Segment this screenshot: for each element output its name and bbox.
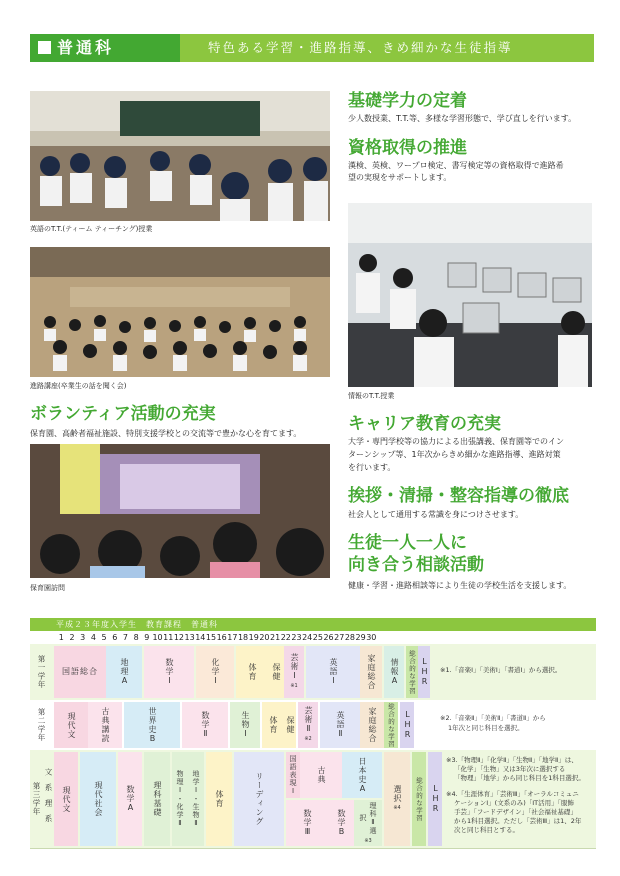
year2-hoken: 保健 [284, 702, 296, 748]
heading-basic: 基礎学力の定着 [348, 91, 467, 111]
year2-sekaishi: 世界史B [124, 702, 180, 748]
year1-label: 第一学年 [37, 655, 46, 689]
period-number: 19 [248, 633, 259, 642]
year3-chigaku: 地学Ⅰ・生物Ⅱ [188, 752, 204, 846]
period-number: 30 [366, 633, 377, 642]
year3-taiiku: 体育 [206, 752, 232, 846]
caption-nursery: 保育園訪問 [30, 584, 65, 592]
year1-chiri: 地理A [106, 646, 142, 698]
period-number: 28 [344, 633, 355, 642]
heading-counsel-2: 向き合う相談活動 [348, 555, 484, 575]
year3-note4-c: 手芸」「フードデザイン」「社会福祉基礎」 [454, 808, 577, 816]
curriculum-title: 平成２３年度入学生 教育課程 普通科 [30, 618, 596, 631]
text-basic: 少人数授業、T.T.等、多様な学習形態で、学び直しを行います。 [348, 114, 577, 123]
year3-note4-e: 次と同じ科目とする。 [454, 826, 519, 834]
text-career-1: 大学・専門学校等の協力による出張講義、保育園等でのイン [348, 437, 564, 446]
period-number: 21 [270, 633, 281, 642]
period-number-row [56, 633, 377, 642]
computer-room-image [348, 203, 592, 387]
year2-note-1: ※2.「音楽Ⅱ」「美術Ⅱ」「書道Ⅱ」から [440, 714, 546, 722]
year3-label: 第三学年 [32, 782, 41, 816]
year1-row [30, 644, 596, 701]
year2-note-2: 1年次と同じ科目を選択。 [448, 724, 524, 732]
text-manners: 社会人として通用する常識を身につけさせます。 [348, 510, 524, 519]
text-license-2: 望の実現をサポートします。 [348, 173, 452, 182]
gym-image [30, 247, 330, 377]
period-number: 24 [302, 633, 313, 642]
period-number: 26 [323, 633, 334, 642]
year3-sugakuB: 数学B [328, 800, 354, 846]
year1-kagaku: 化学Ⅰ [196, 646, 234, 698]
period-number: 2 [69, 633, 75, 642]
photo-english-class [30, 91, 330, 221]
period-number: 11 [163, 633, 174, 642]
text-career-2: ターンシップ等、1年次からきめ細かな進路指導、進路対策 [348, 450, 561, 459]
period-number: 13 [184, 633, 195, 642]
period-number: 9 [144, 633, 150, 642]
period-number: 16 [216, 633, 227, 642]
period-number: 23 [291, 633, 302, 642]
year2-eigo: 英語Ⅱ [320, 702, 360, 748]
page-subtitle: 特色ある学習・進路指導、きめ細かな生徒指導 [208, 40, 513, 55]
period-number: 27 [334, 633, 345, 642]
photo-it-class [348, 203, 592, 387]
period-number: 12 [173, 633, 184, 642]
year3-sentaku: 選択 ※4 [384, 752, 410, 846]
period-number: 1 [58, 633, 64, 642]
year3-note3-a: ※3.「物理Ⅱ」「化学Ⅱ」「生物Ⅱ」「地学Ⅱ」は、 [446, 756, 578, 764]
year3-note4-a: ※4.「生涯体育」「芸術Ⅲ」「オーラルコミュニ [446, 790, 579, 798]
period-number: 3 [80, 633, 86, 642]
year3-koten: 古典 [300, 752, 342, 798]
period-number: 22 [280, 633, 291, 642]
nursery-image [30, 444, 330, 578]
year1-hoken: 保健 [268, 646, 284, 698]
year3-row [30, 750, 596, 849]
year1-note: ※1.「音楽Ⅰ」「美術Ⅰ」「書道Ⅰ」から選択。 [440, 666, 562, 674]
year2-label: 第二学年 [37, 708, 46, 742]
period-number: 6 [112, 633, 118, 642]
text-volunteer: 保育園、高齢者福祉施設、特別支援学校との交流等で豊かな心を育てます。 [30, 429, 302, 438]
year2-sugaku: 数学Ⅱ [182, 702, 228, 748]
year1-taiiku: 体育 [236, 646, 268, 698]
year2-katei: 家庭総合 [360, 702, 384, 748]
period-number: 15 [205, 633, 217, 642]
year3-lhr: LHR [428, 752, 442, 846]
year3-gendaibun: 現代文 [54, 752, 78, 846]
year2-lhr: LHR [400, 702, 414, 748]
year3-sogo: 総合的な学習 [412, 752, 426, 846]
year1-lhr: LHR [418, 646, 430, 698]
header-bar [30, 34, 594, 62]
year1-sogo: 総合的な学習 [406, 646, 418, 698]
period-number: 17 [227, 633, 238, 642]
heading-license: 資格取得の推進 [348, 138, 467, 158]
text-counsel: 健康・学習・進路相談等により生徒の学校生活を支援します。 [348, 581, 572, 590]
caption-it: 情報のT.T.授業 [348, 392, 395, 400]
year2-geijutsu: 芸術Ⅱ ※2 [298, 702, 318, 748]
year1-kokugo: 国語総合 [54, 646, 106, 698]
year2-koten: 古典講読 [88, 702, 122, 748]
year3-kokugohyogen: 国語表現Ⅰ [286, 752, 300, 798]
caption-english: 英語のT.T.(ティーム ティーチング)授業 [30, 225, 153, 233]
text-license-1: 漢検、英検、ワープロ検定、書写検定等の資格取得で進路希 [348, 161, 564, 170]
period-number: 7 [122, 633, 129, 642]
heading-career: キャリア教育の充実 [348, 414, 501, 434]
text-career-3: を行います。 [348, 463, 396, 472]
year3-gendaishakai: 現代社会 [80, 752, 116, 846]
year3-track: 文系理系 [44, 768, 53, 830]
period-number: 20 [259, 633, 270, 642]
period-number: 10 [152, 633, 163, 642]
page-title: 普通科 [30, 34, 180, 62]
year1-eigo: 英語Ⅰ [306, 646, 360, 698]
heading-manners: 挨拶・清掃・整容指導の徹底 [348, 486, 569, 506]
year2-gendaibun: 現代文 [54, 702, 88, 748]
year3-nihonshi: 日本史A [342, 752, 382, 798]
year2-row [30, 700, 596, 751]
heading-volunteer: ボランティア活動の充実 [30, 404, 216, 424]
year3-sugaku3: 数学Ⅲ [286, 800, 328, 846]
year3-note4-b: ケーションⅠ」(文系のみ)「IT活用」「服飾 [454, 799, 574, 807]
year3-rikakiso: 理科基礎 [144, 752, 170, 846]
year2-sogo: 総合的な学習 [384, 702, 398, 748]
year2-seibutsu: 生物Ⅰ [230, 702, 260, 748]
period-number: 14 [195, 633, 206, 642]
year1-joho: 情報A [384, 646, 404, 698]
year2-taiiku: 体育 [262, 702, 284, 748]
year3-reading: リーディング [234, 752, 284, 846]
period-number: 5 [101, 633, 107, 642]
caption-lecture: 進路講座(卒業生の話を聞く会) [30, 382, 127, 390]
year1-geijutsu: 芸術Ⅰ ※1 [284, 646, 304, 698]
period-number: 4 [90, 633, 96, 642]
year3-rika2: 理科Ⅱ選択 ※3 [354, 800, 382, 846]
year3-note3-c: 「物理」「地学」から同じ科目を1科目選択。 [454, 774, 585, 782]
year3-note4-d: から1科目選択。ただし「芸術Ⅲ」は1、2年 [454, 817, 582, 825]
year3-note3-b: 「化学」「生物」又は3年次に選択する [454, 765, 566, 773]
square-icon [38, 41, 51, 54]
heading-counsel-1: 生徒一人一人に [348, 533, 467, 553]
year1-sugaku: 数学Ⅰ [144, 646, 194, 698]
period-number: 18 [237, 633, 249, 642]
period-number: 25 [312, 633, 323, 642]
photo-nursery [30, 444, 330, 578]
period-number: 29 [355, 633, 366, 642]
year1-katei: 家庭総合 [360, 646, 382, 698]
year3-butsuri: 物理Ⅰ・化学Ⅱ [172, 752, 188, 846]
period-number: 8 [133, 633, 139, 642]
photo-career-lecture [30, 247, 330, 377]
classroom-image [30, 91, 330, 221]
year3-sugakuA: 数学A [118, 752, 142, 846]
